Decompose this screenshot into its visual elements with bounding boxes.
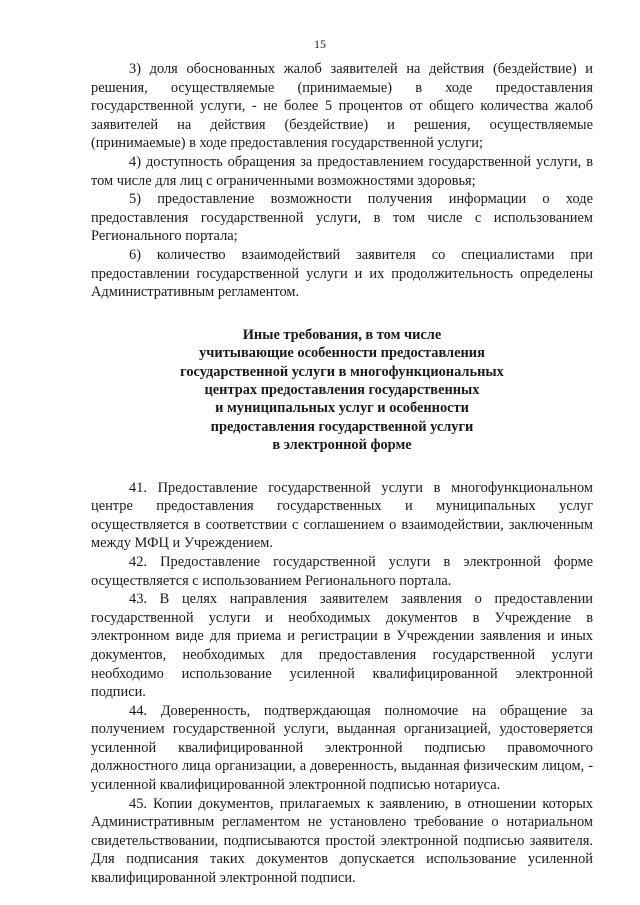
section-heading-line: в электронной форме [272,437,412,454]
page-number: 15 [314,37,326,51]
section-heading-line: государственной услуги в многофункциональных [180,363,504,380]
paragraph-41: 41. Предоставление государственной услуги в многофункциональном центре предоставления государственных и муниципальных услуг осуществляется в соответствии с соглашением о взаимодействии, заключенным между МФЦ и Учреждением. [91,479,593,552]
section-heading-line: учитывающие особенности предоставления [199,345,485,362]
section-heading-line: предоставления государственной услуги [210,418,474,435]
section-heading-line: Иные требования, в том числе [242,326,442,343]
paragraph-44: 44. Доверенность, подтверждающая полномочие на обращение за получением государственной услуги, выданная организацией, удостоверяется усиленной квалифицированной электронной подписью правомочного должностного лица организации, а доверенность, выданная физическим лицом, - усиленной квалифицированной электронной подписью нотариуса. [91,702,593,794]
paragraph-42: 42. Предоставление государственной услуги в электронной форме осуществляется с использованием Регионального портала. [91,553,593,589]
list-item: 5) предоставление возможности получения информации о ходе предоставления государственной услуги, в том числе с использованием Регионального портала; [91,191,593,245]
section-heading-line: центрах предоставления государственных [204,381,480,398]
paragraph-43: 43. В целях направления заявителем заявления о предоставлении государственной услуги и необходимых документов в Учреждение в электронном виде для приема и регистрации в Учреждении заявления и иных документов, необходимых для предоставления государственной услуги необходимо использование усиленной квалифицированной электронной подписи. [91,591,593,701]
paragraph-45: 45. Копии документов, прилагаемых к заявлению, в отношении которых Административным регламентом не установлено требование о нотариальном свидетельствовании, подписываются простой электронной подписью заявителя. Для подписания таких документов допускается использование усиленной квалифицированной электронной подписи. [91,795,593,887]
section-heading [91,326,593,455]
list-item: 6) количество взаимодействий заявителя со специалистами при предоставлении государственной услуги и их продолжительность определены Административным регламентом. [91,246,593,301]
list-item: 4) доступность обращения за предоставлением государственной услуги, в том числе для лиц с ограниченными возможностями здоровья; [91,153,593,189]
section-heading-line: и муниципальных услуг и особенности [215,400,469,417]
spacer [91,455,593,479]
document-body [91,60,593,888]
list-item: 3) доля обоснованных жалоб заявителей на действия (бездействие) и решения, осуществляемые (принимаемые) в ходе предоставления государственной услуги, - не более 5 процентов от общего количества жалоб заявителей на действия (бездействие) и решения, осуществляемые (принимаемые) в ходе предоставления государственной услуги; [91,61,593,152]
